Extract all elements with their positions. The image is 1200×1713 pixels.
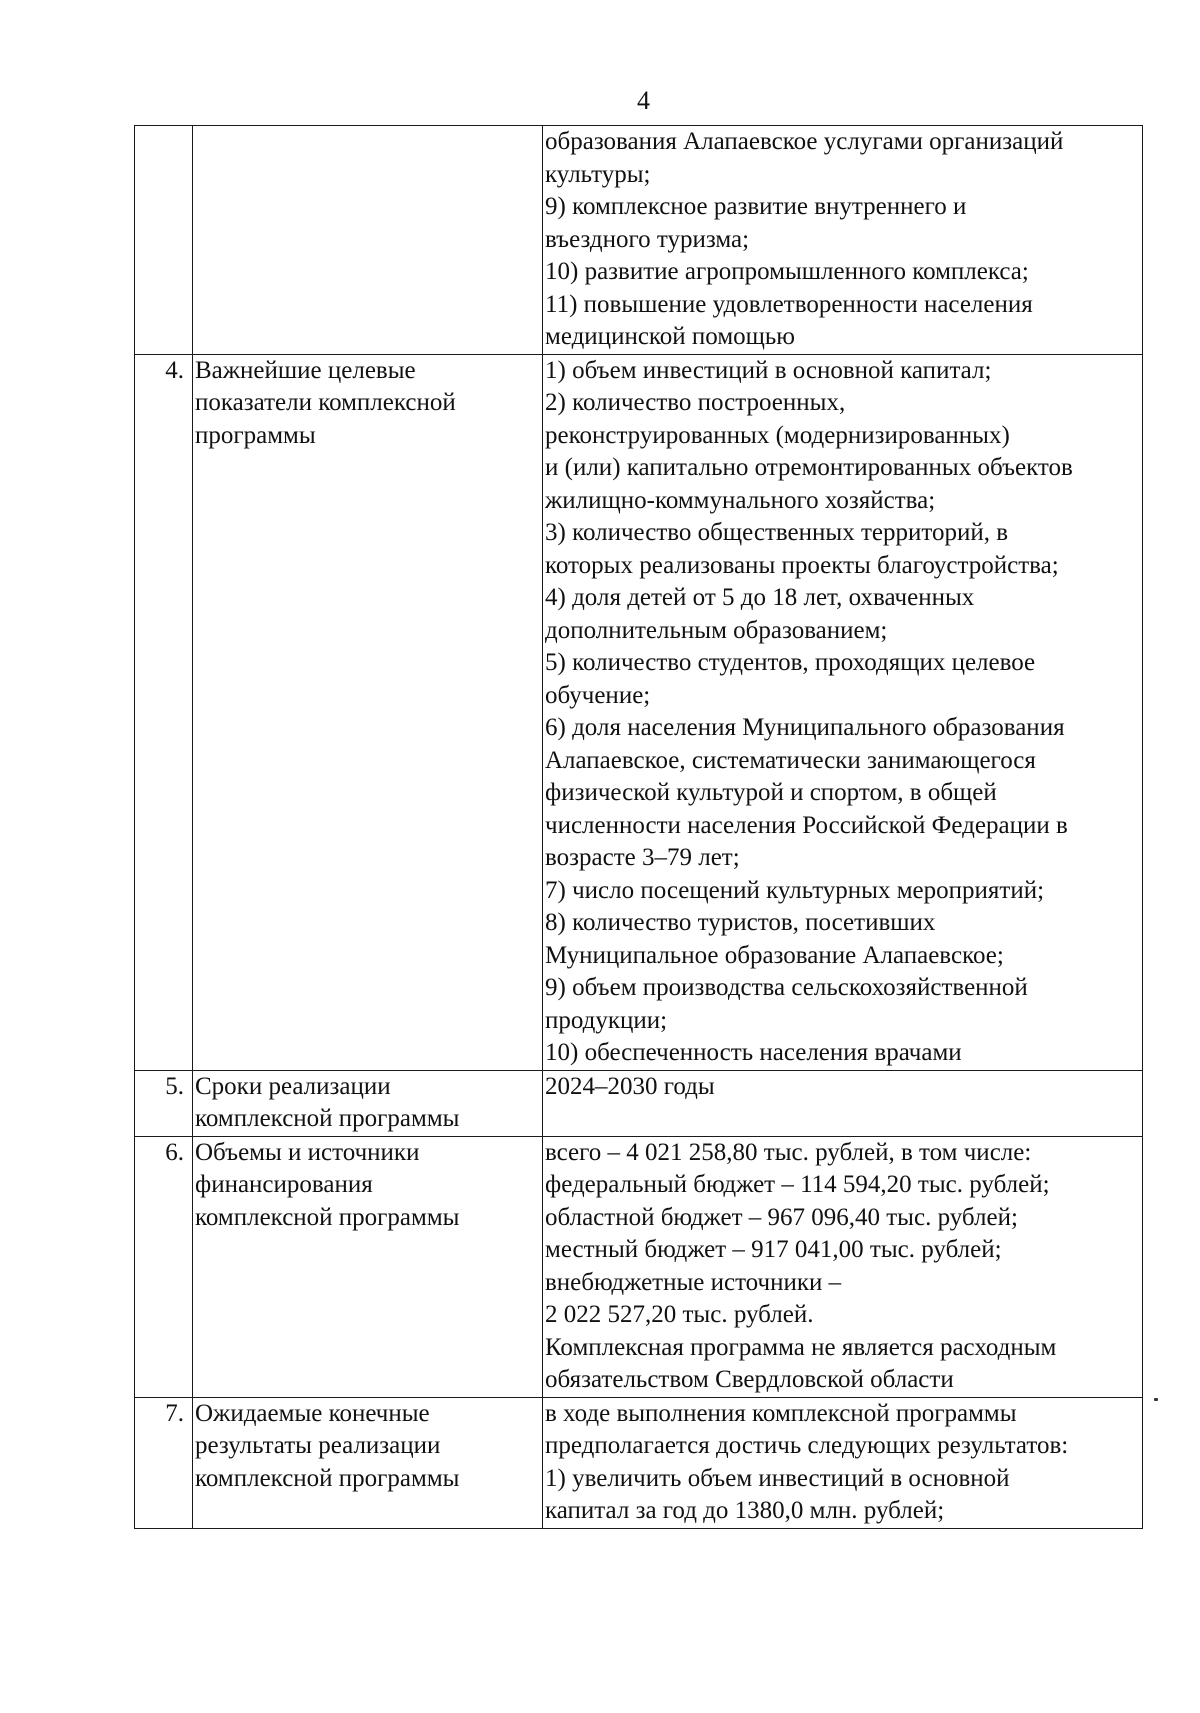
page-number: 4	[637, 86, 650, 115]
content-line: капитал за год до 1380,0 млн. рублей;	[545, 1497, 945, 1524]
content-line: областной бюджет – 967 096,40 тыс. рублей;	[545, 1203, 1018, 1231]
table-row	[135, 1136, 1143, 1397]
content-line: 6) доля населения Муниципального образования	[545, 714, 1065, 741]
table-row	[135, 1397, 1143, 1528]
row-content-cell	[543, 1070, 1143, 1136]
title-line: Ожидаемые конечные	[195, 1399, 430, 1427]
table-row	[135, 354, 1143, 1070]
title-line: финансирования	[195, 1171, 373, 1198]
row-number-cell: 7.	[135, 1397, 193, 1528]
content-line: медицинской помощью	[545, 323, 795, 350]
content-line: 5) количество студентов, проходящих целевое	[545, 649, 1036, 676]
row-content-cell	[543, 354, 1143, 1070]
content-line: въездного туризма;	[545, 225, 750, 253]
table-body	[135, 126, 1143, 1529]
scan-speck	[1154, 1398, 1158, 1401]
content-line: возрасте 3–79 лет;	[545, 844, 740, 871]
content-line: 10) обеспеченность населения врачами	[545, 1039, 962, 1066]
row-title-cell	[193, 1070, 543, 1136]
row-number-cell: 6.	[135, 1136, 193, 1397]
content-line: Муниципальное образование Алапаевское;	[545, 941, 1004, 969]
content-line: 1) объем инвестиций в основной капитал;	[545, 356, 992, 384]
content-line: 1) увеличить объем инвестиций в основной	[545, 1464, 1010, 1492]
table-row	[135, 1070, 1143, 1136]
row-number-cell: 5.	[135, 1070, 193, 1136]
title-line: показатели комплексной	[195, 389, 456, 416]
content-line: реконструированных (модернизированных)	[545, 421, 1010, 449]
row-number-cell	[135, 126, 193, 355]
content-line: которых реализованы проекты благоустройства;	[545, 551, 1059, 579]
content-line: 2024–2030 годы	[545, 1072, 715, 1100]
content-line: жилищно-коммунального хозяйства;	[545, 486, 936, 514]
content-line: физической культурой и спортом, в общей	[545, 779, 997, 806]
content-line: культуры;	[545, 160, 651, 188]
title-line: Сроки реализации	[195, 1072, 391, 1100]
content-line: 2) количество построенных,	[545, 389, 846, 416]
content-line: внебюджетные источники –	[545, 1268, 842, 1296]
content-line: обучение;	[545, 681, 651, 709]
content-line: федеральный бюджет – 114 594,20 тыс. рублей;	[545, 1171, 1050, 1198]
program-passport-table	[134, 125, 1143, 1529]
content-line: всего – 4 021 258,80 тыс. рублей, в том числе:	[545, 1138, 1032, 1166]
row-title-cell	[193, 354, 543, 1070]
content-line: численности населения Российской Федерации в	[545, 811, 1068, 839]
title-line: комплексной программы	[195, 1105, 460, 1132]
title-line: Объемы и источники	[195, 1138, 420, 1166]
content-line: и (или) капитально отремонтированных объектов	[545, 454, 1073, 481]
row-number-cell: 4.	[135, 354, 193, 1070]
content-line: обязательством Свердловской области	[545, 1366, 954, 1393]
row-title-cell	[193, 1397, 543, 1528]
row-content-cell	[543, 126, 1143, 355]
content-line: предполагается достичь следующих результатов:	[545, 1432, 1069, 1459]
content-line: 10) развитие агропромышленного комплекса;	[545, 258, 1029, 285]
content-line: продукции;	[545, 1006, 668, 1034]
title-line: результаты реализации	[195, 1432, 441, 1459]
title-line: комплексной программы	[195, 1203, 460, 1231]
content-line: 11) повышение удовлетворенности населения	[545, 290, 1033, 318]
content-line: образования Алапаевское услугами организаций	[545, 128, 1064, 155]
content-line: 8) количество туристов, посетивших	[545, 909, 936, 936]
content-line: Комплексная программа не является расходным	[545, 1333, 1057, 1361]
content-line: 7) число посещений культурных мероприятий;	[545, 876, 1045, 904]
content-line: Алапаевское, систематически занимающегося	[545, 746, 1036, 774]
content-line: 2 022 527,20 тыс. рублей.	[545, 1301, 814, 1328]
title-line: Важнейшие целевые	[195, 356, 416, 384]
row-title-cell	[193, 1136, 543, 1397]
content-line: 4) доля детей от 5 до 18 лет, охваченных	[545, 584, 975, 611]
content-line: 9) комплексное развитие внутреннего и	[545, 193, 967, 220]
content-line: 3) количество общественных территорий, в	[545, 519, 1009, 546]
row-content-cell	[543, 1397, 1143, 1528]
content-line: в ходе выполнения комплексной программы	[545, 1399, 1017, 1427]
table-row	[135, 126, 1143, 355]
content-line: 9) объем производства сельскохозяйственной	[545, 974, 1028, 1001]
content-line: местный бюджет – 917 041,00 тыс. рублей;	[545, 1236, 1002, 1263]
row-title-cell	[193, 126, 543, 355]
title-line: программы	[195, 421, 316, 449]
row-content-cell	[543, 1136, 1143, 1397]
content-line: дополнительным образованием;	[545, 616, 888, 644]
title-line: комплексной программы	[195, 1464, 460, 1492]
